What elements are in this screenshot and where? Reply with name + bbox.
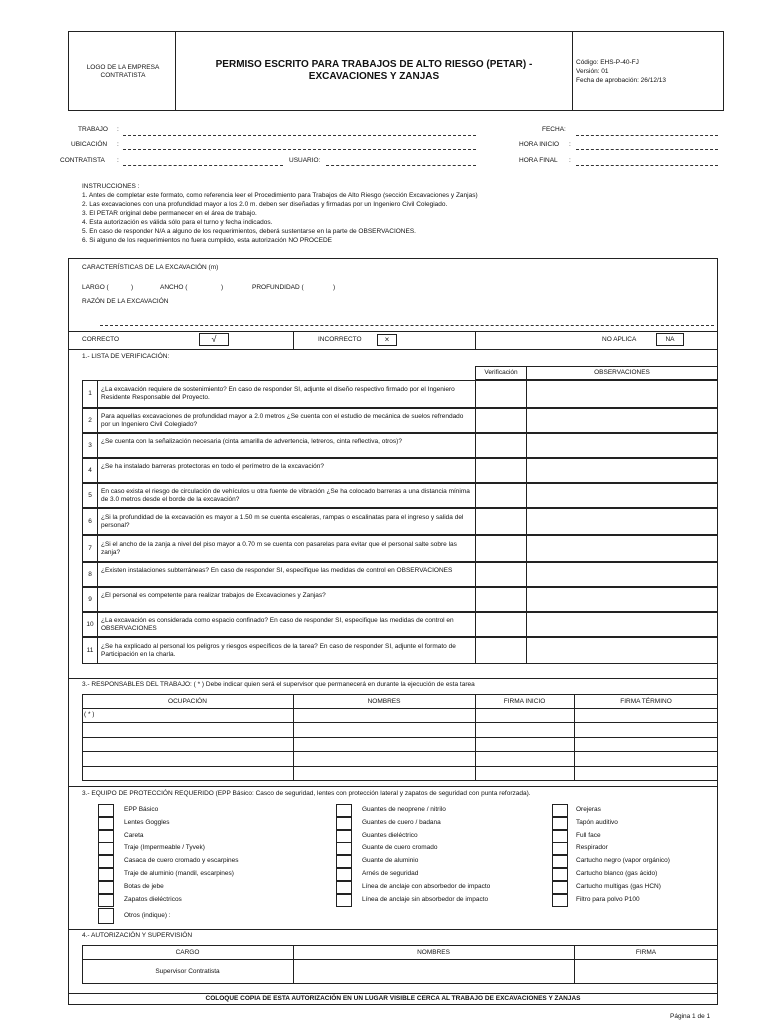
checklist-number: 7 — [88, 544, 92, 552]
cargo-supervisor: Supervisor Contratista — [155, 968, 220, 975]
checklist-question: ¿Existen instalaciones subterráneas? En caso de responder SI, especifique las medidas de control en OBSERVACIONES — [101, 566, 453, 574]
correcto-mark: √ — [199, 333, 229, 346]
checklist-verification-cell[interactable] — [475, 612, 527, 637]
checklist-verification-cell[interactable] — [475, 380, 527, 408]
epp-label: Traje de aluminio (mandil, escarpines) — [124, 870, 234, 877]
responsables-title: 3.- RESPONSABLES DEL TRABAJO: ( * ) Debe indicar quien será el supervisor que permanecerá en durante la ejecución de esta tarea — [82, 681, 475, 688]
instruction-5: 5. En caso de responder N/A a alguno de los requerimientos, deberá sustentarse en la parte de OBSERVACIONES. — [82, 228, 416, 235]
checklist-question: ¿La excavación requiere de sostenimiento? En caso de responder SI, adjunte el diseño respectivo firmado por el Ingeniero Residente Responsable del Proyecto. — [101, 386, 455, 401]
checklist-row — [82, 508, 718, 535]
checklist-observation-cell[interactable] — [526, 508, 718, 535]
checklist-number: 5 — [88, 491, 92, 499]
no-aplica-mark: NA — [656, 333, 684, 346]
checklist-number: 2 — [88, 416, 92, 424]
col-firma-termino: FIRMA TÉRMINO — [620, 698, 672, 705]
epp-checkbox[interactable] — [336, 855, 352, 868]
col-cargo: CARGO — [175, 949, 200, 956]
checklist-row — [82, 535, 718, 562]
autorizacion-title: 4.- AUTORIZACIÓN Y SUPERVISIÓN — [82, 932, 193, 939]
checklist-verification-cell[interactable] — [475, 433, 527, 458]
epp-checkbox[interactable] — [98, 817, 114, 830]
checklist-observation-cell[interactable] — [526, 458, 718, 483]
incorrecto-mark: × — [377, 334, 397, 346]
otros-checkbox[interactable] — [98, 908, 114, 924]
checklist-observation-cell[interactable] — [526, 637, 718, 664]
trabajo-field[interactable] — [123, 135, 476, 136]
contratista-label: CONTRATISTA — [60, 157, 105, 164]
usuario-field[interactable] — [326, 165, 476, 166]
form-title-line2: EXCAVACIONES Y ZANJAS — [308, 71, 440, 82]
company-logo-placeholder: LOGO DE LA EMPRESA CONTRATISTA — [86, 64, 160, 79]
checklist-observation-cell[interactable] — [526, 535, 718, 562]
epp-label: Zapatos dieléctricos — [124, 895, 182, 903]
epp-checkbox[interactable] — [336, 842, 352, 855]
checklist-verification-cell[interactable] — [475, 458, 527, 483]
checklist-question: ¿Se ha explicado al personal los peligros y riesgos específicos de la tarea? En caso de responder SI, adjunte el formato de Participación en la charla. — [101, 642, 456, 658]
epp-checkbox[interactable] — [98, 855, 114, 868]
epp-checkbox[interactable] — [552, 817, 568, 830]
epp-label: Cartucho blanco (gas ácido) — [576, 870, 658, 877]
incorrecto-label: INCORRECTO — [318, 336, 362, 343]
fecha-field[interactable] — [576, 135, 718, 136]
approval-date: Fecha de aprobación: 26/12/13 — [576, 77, 666, 84]
instruction-6: 6. Si alguno de los requerimientos no fuera cumplido, esta autorización NO PROCEDE — [82, 237, 333, 244]
checklist-number: 9 — [88, 595, 92, 603]
checklist-row — [82, 587, 718, 612]
checklist-question: ¿Se cuenta con la señalización necesaria (cinta amarilla de advertencia, letreros, cinta reflectiva, otros)? — [101, 437, 402, 445]
hora-final-field[interactable] — [576, 165, 718, 166]
epp-checkbox[interactable] — [98, 842, 114, 855]
epp-label: Lentes Goggles — [124, 818, 170, 826]
epp-checkbox[interactable] — [98, 881, 114, 894]
largo-label: LARGO ( — [82, 284, 109, 291]
checklist-number: 11 — [86, 646, 94, 654]
no-aplica-label: NO APLICA — [602, 336, 637, 343]
checklist-question: ¿Se ha instalado barreras protectoras en todo el perímetro de la excavación? — [101, 462, 324, 470]
hora-inicio-label: HORA INICIO — [519, 141, 560, 148]
excavation-title: CARACTERÍSTICAS DE LA EXCAVACIÓN (m) — [82, 264, 219, 271]
checklist-number: 10 — [86, 620, 94, 628]
checklist-verification-cell[interactable] — [475, 508, 527, 535]
checklist-verification-cell[interactable] — [475, 637, 527, 664]
col-firma: FIRMA — [635, 949, 657, 956]
checklist-verification-cell[interactable] — [475, 535, 527, 562]
form-title-line1: PERMISO ESCRITO PARA TRABAJOS DE ALTO RIESGO (PETAR) - — [215, 59, 533, 70]
correcto-label: CORRECTO — [82, 336, 120, 343]
checklist-number: 8 — [88, 570, 92, 578]
checklist-row — [82, 612, 718, 637]
epp-label: Cartucho multigas (gas HCN) — [576, 882, 661, 890]
epp-label: Botas de jebe — [124, 882, 164, 890]
ancho-label: ANCHO ( — [160, 284, 188, 291]
fecha-label: FECHA: — [542, 126, 566, 133]
checklist-verification-cell[interactable] — [475, 408, 527, 433]
epp-label: Careta — [124, 831, 144, 839]
epp-label: Traje (Impermeable / Tyvek) — [124, 844, 205, 852]
otros-label: Otros (indique) : — [124, 912, 171, 919]
epp-checkbox[interactable] — [98, 894, 114, 907]
epp-checkbox[interactable] — [552, 868, 568, 881]
document-version: Versión: 01 — [576, 68, 609, 75]
epp-label: EPP Básico — [124, 806, 159, 813]
checklist-observation-cell[interactable] — [526, 408, 718, 433]
checklist-observation-cell[interactable] — [526, 483, 718, 508]
epp-label: Orejeras — [576, 806, 601, 813]
checklist-row — [82, 380, 718, 408]
epp-label: Filtro para polvo P100 — [576, 895, 640, 903]
checklist-verification-cell[interactable] — [475, 483, 527, 508]
epp-checkbox[interactable] — [552, 881, 568, 894]
instruction-2: 2. Las excavaciones con una profundidad mayor a los 2.0 m. deben ser diseñadas y firmadas por un Ingeniero Civil Colegiado. — [82, 201, 448, 208]
epp-label: Línea de anclaje sin absorbedor de impacto — [362, 895, 489, 903]
footer-note: COLOQUE COPIA DE ESTA AUTORIZACIÓN EN UN LUGAR VISIBLE CERCA AL TRABAJO DE EXCAVACIONES Y ZANJAS — [205, 995, 581, 1002]
checklist-question: ¿Si el ancho de la zanja a nivel del piso mayor a 0.70 m se cuenta con pasarelas para evitar que el personal salte sobre las zanja? — [101, 540, 457, 556]
contratista-field[interactable] — [123, 165, 283, 166]
checklist-observation-cell[interactable] — [526, 587, 718, 612]
epp-checkbox[interactable] — [98, 830, 114, 843]
epp-checkbox[interactable] — [98, 804, 114, 817]
epp-label: Respirador — [576, 844, 608, 852]
epp-label: Cartucho negro (vapor orgánico) — [576, 857, 670, 865]
epp-label: Guante de cuero cromado — [362, 844, 438, 852]
checklist-observation-cell[interactable] — [526, 433, 718, 458]
checklist-observation-cell[interactable] — [526, 380, 718, 408]
instruction-3: 3. El PETAR original debe permanecer en el área de trabajo. — [82, 210, 257, 217]
epp-checkbox[interactable] — [552, 855, 568, 868]
epp-checkbox[interactable] — [552, 894, 568, 907]
epp-label: Tapón auditivo — [576, 818, 618, 826]
checklist-verification-cell[interactable] — [475, 562, 527, 587]
epp-checkbox[interactable] — [552, 842, 568, 855]
epp-label: Guantes de neoprene / nitrilo — [362, 806, 446, 813]
ubicacion-field[interactable] — [123, 149, 476, 150]
checklist-row — [82, 483, 718, 508]
checklist-question: Para aquellas excavaciones de profundidad mayor a 2.0 metros ¿Se cuenta con el estudio de mecánica de suelos refrendado por un Ingeniero Civil Colegiado? — [101, 412, 464, 428]
checklist-number: 3 — [88, 441, 92, 449]
epp-label: Full face — [576, 831, 601, 839]
supervisor-mark: ( * ) — [84, 711, 95, 718]
epp-checkbox[interactable] — [336, 881, 352, 894]
checklist-title: 1.- LISTA DE VERIFICACIÓN: — [82, 353, 170, 360]
epp-checkbox[interactable] — [336, 868, 352, 881]
epp-checkbox[interactable] — [552, 804, 568, 817]
col-nombres-aut: NOMBRES — [417, 949, 450, 956]
razon-field[interactable] — [100, 325, 714, 326]
checklist-row — [82, 637, 718, 664]
col-nombres: NOMBRES — [367, 698, 401, 705]
epp-checkbox[interactable] — [98, 868, 114, 881]
checklist-question: ¿El personal es competente para realizar trabajos de Excavaciones y Zanjas? — [101, 591, 326, 599]
checklist-number: 6 — [88, 517, 92, 525]
epp-checkbox[interactable] — [336, 817, 352, 830]
instruction-4: 4. Esta autorización es válida sólo para el turno y fecha indicados. — [82, 219, 273, 226]
epp-label: Guante de aluminio — [362, 857, 419, 865]
checklist-number: 1 — [88, 390, 92, 397]
checklist-number: 4 — [88, 466, 92, 474]
epp-checkbox[interactable] — [336, 804, 352, 817]
epp-checkbox[interactable] — [336, 894, 352, 907]
hora-final-label: HORA FINAL — [519, 157, 558, 164]
ubicacion-label: UBICACIÓN — [71, 141, 108, 148]
usuario-label: USUARIO: — [289, 157, 321, 164]
epp-label: Arnés de seguridad — [362, 870, 419, 877]
profundidad-label: PROFUNDIDAD ( — [252, 284, 304, 291]
checklist-row — [82, 562, 718, 587]
col-ocupacion: OCUPACIÓN — [168, 698, 207, 705]
hora-inicio-field[interactable] — [576, 149, 718, 150]
checklist-verification-cell[interactable] — [475, 587, 527, 612]
page-number: Página 1 de 1 — [670, 1013, 711, 1020]
checklist-question: ¿Si la profundidad de la excavación es mayor a 1.50 m se cuenta escaleras, rampas o escalinatas para el ingreso y salida del personal? — [101, 513, 464, 529]
epp-title: 3.- EQUIPO DE PROTECCIÓN REQUERIDO (EPP Básico: Casco de seguridad, lentes con protección lateral y zapatos de seguridad con punta reforzada). — [82, 790, 531, 797]
checklist-row — [82, 433, 718, 458]
checklist-question: ¿La excavación es considerada como espacio confinado? En caso de responder SI, especifique las medidas de control en OBSERVACIONES — [101, 616, 454, 632]
razon-label: RAZÓN DE LA EXCAVACIÓN — [82, 298, 169, 305]
instructions-title: INSTRUCCIONES : — [82, 183, 140, 190]
epp-label: Guantes dieléctrico — [362, 831, 418, 839]
epp-label: Línea de anclaje con absorbedor de impacto — [362, 882, 491, 890]
checklist-row — [82, 408, 718, 433]
epp-label: Guantes de cuero / badana — [362, 818, 441, 826]
checklist-row — [82, 458, 718, 483]
document-code: Código: EHS-P-40-FJ — [576, 59, 639, 66]
instruction-1: 1. Antes de completar este formato, como referencia leer el Procedimiento para Trabajos de Alto Riesgo (sección Excavaciones y Zanjas) — [82, 192, 478, 199]
trabajo-label: TRABAJO — [78, 126, 108, 133]
epp-checkbox[interactable] — [336, 830, 352, 843]
epp-label: Casaca de cuero cromado y escarpines — [124, 857, 239, 865]
checklist-observation-cell[interactable] — [526, 562, 718, 587]
checklist-observation-cell[interactable] — [526, 612, 718, 637]
epp-checkbox[interactable] — [552, 830, 568, 843]
checklist-question: En caso exista el riesgo de circulación de vehículos u otra fuente de vibración ¿Se ha colocado barreras a una distancia mínima de 3.0 metros desde el borde de la excavación? — [101, 487, 470, 503]
col-firma-inicio: FIRMA INICIO — [503, 698, 546, 705]
